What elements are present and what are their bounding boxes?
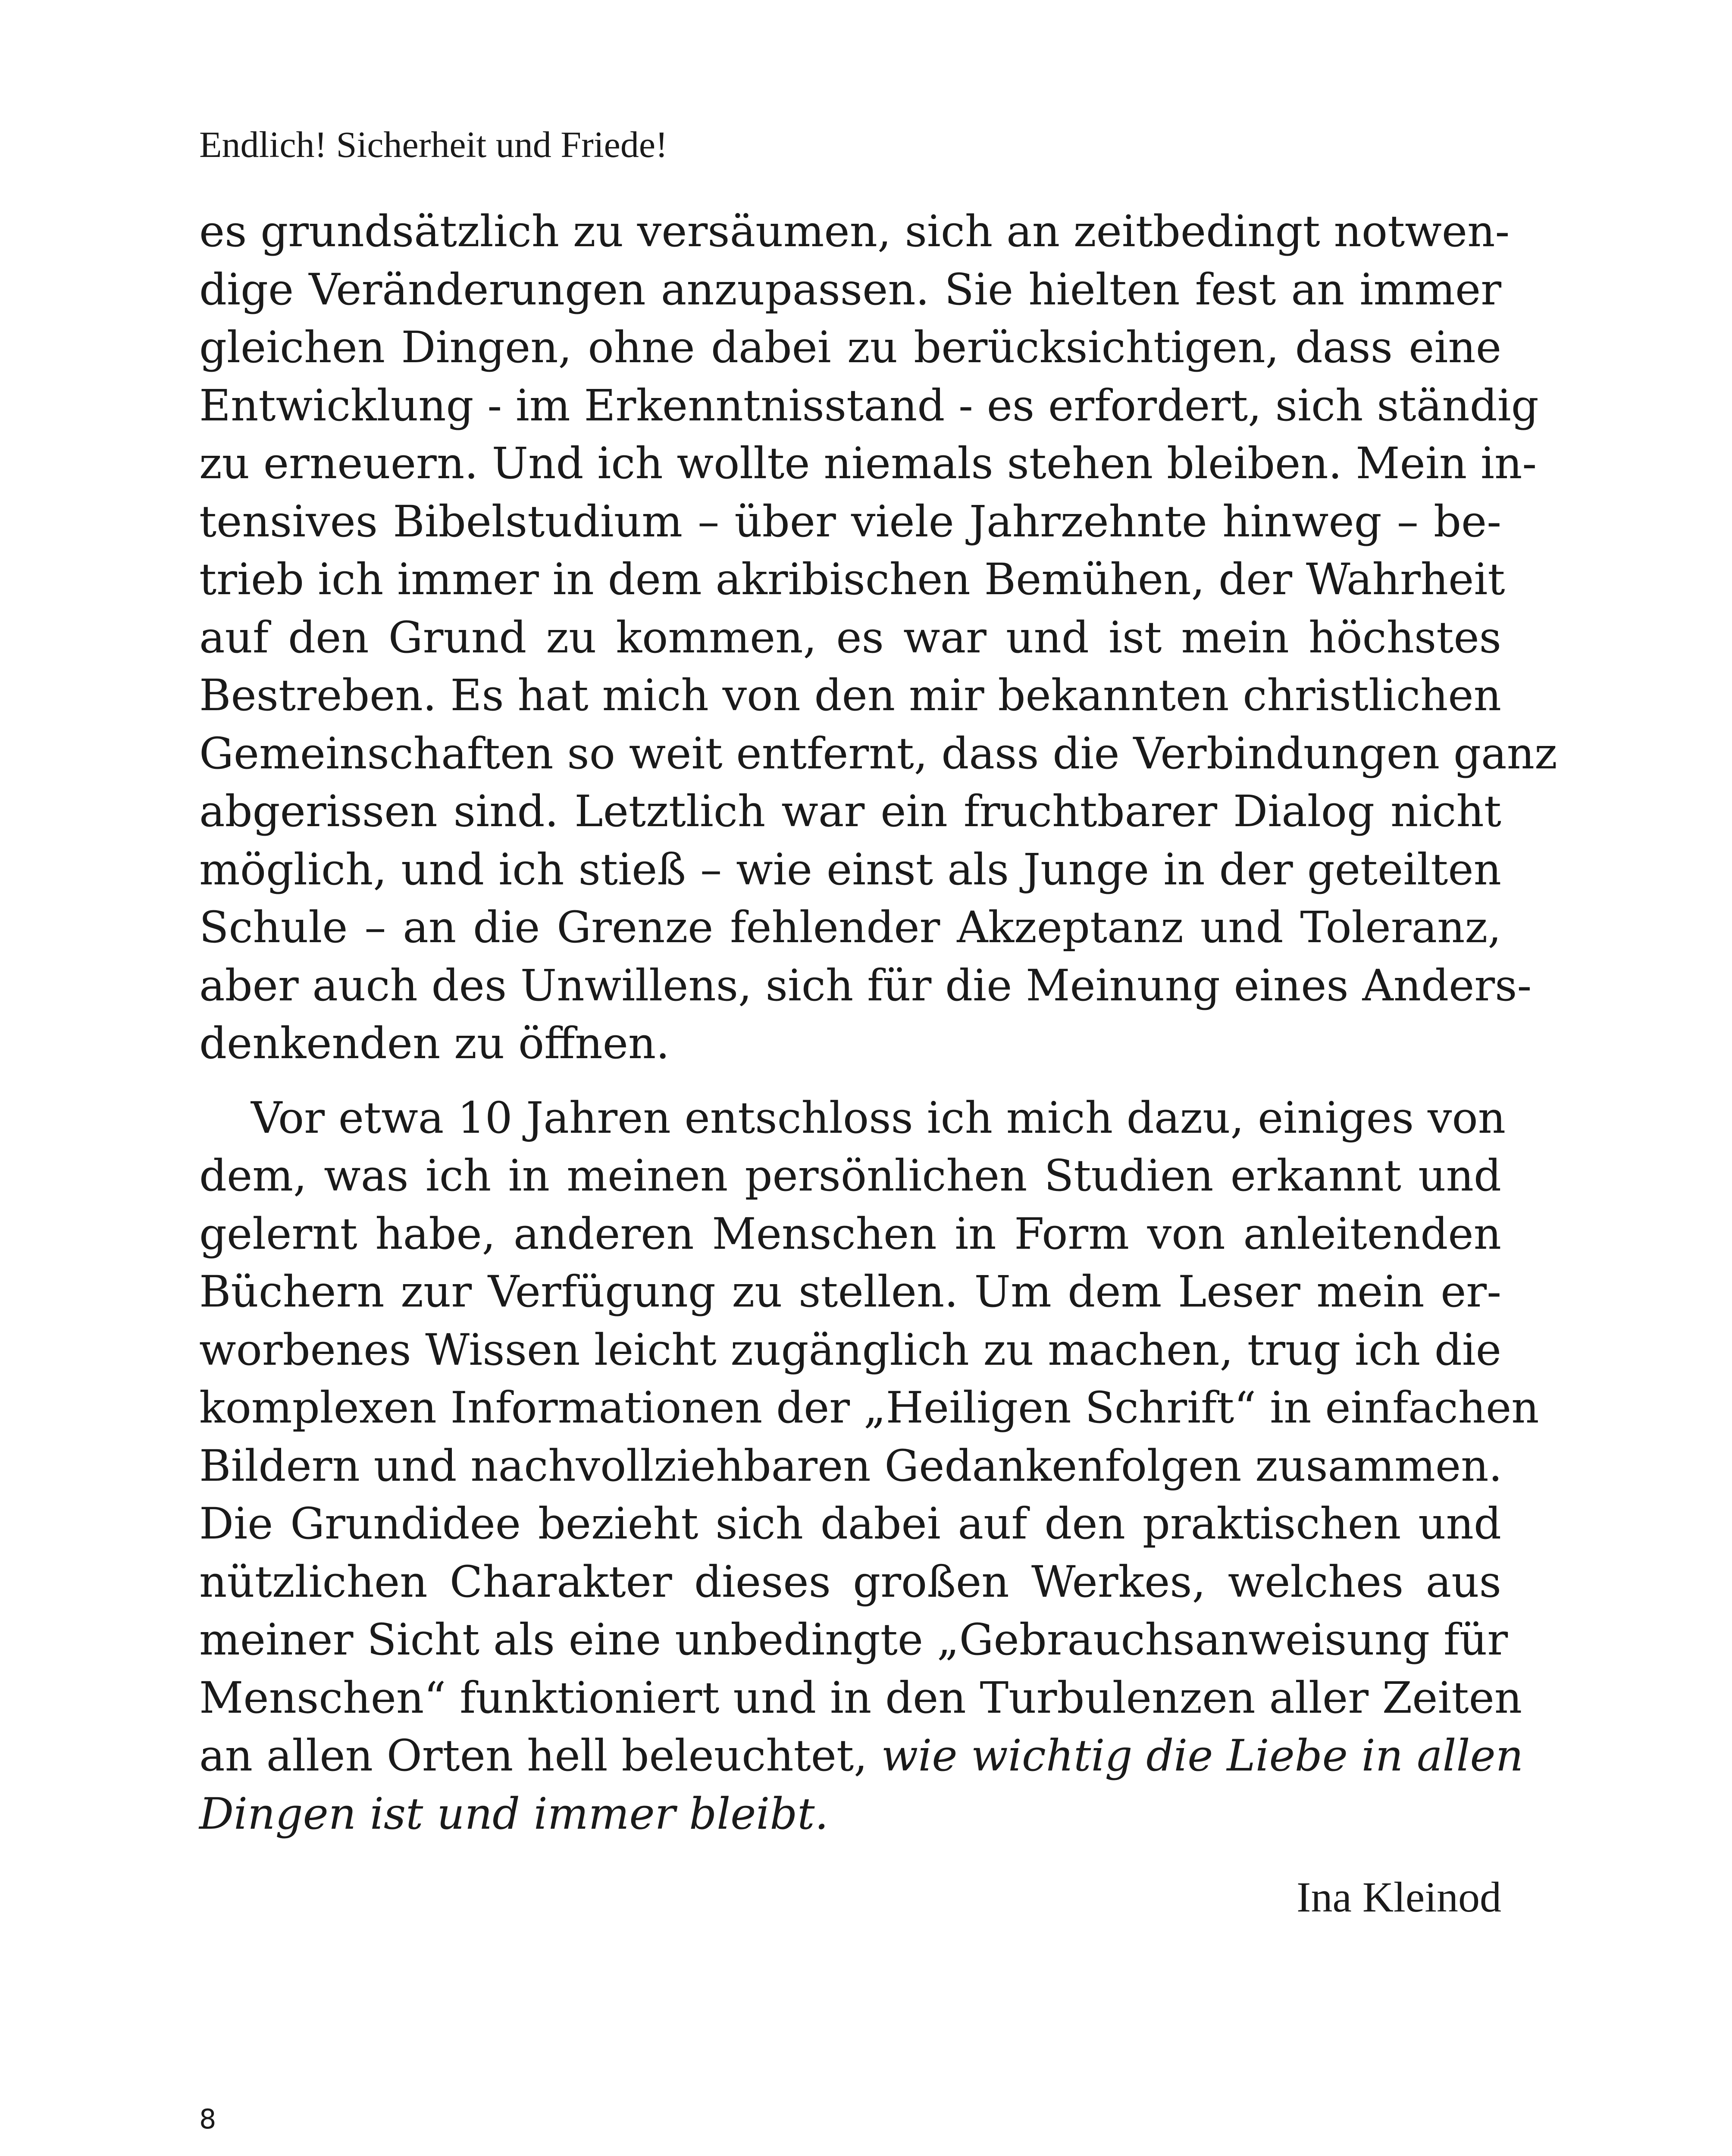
body-text <box>199 203 1557 1843</box>
text-line: es grundsätzlich zu versäumen, sich an zeitbedingt notwen- <box>199 206 1510 257</box>
text-line: meiner Sicht als eine unbedingte „Gebrauchsanweisung für <box>199 1614 1508 1665</box>
text-line: Menschen“ funktioniert und in den Turbulenzen aller Zeiten <box>199 1672 1522 1723</box>
text-line: Vor etwa 10 Jahren entschloss ich mich dazu, einiges von <box>251 1092 1506 1143</box>
text-line: tensives Bibelstudium – über viele Jahrzehnte hinweg – be- <box>199 496 1501 547</box>
text-line: zu erneuern. Und ich wollte niemals stehen bleiben. Mein in- <box>199 438 1537 489</box>
page-number: 8 <box>199 2103 216 2135</box>
text-line: auf den Grund zu kommen, es war und ist mein höchstes <box>199 612 1501 663</box>
text-line: dem, was ich in meinen persönlichen Studien erkannt und <box>199 1150 1501 1201</box>
text-line: gleichen Dingen, ohne dabei zu berücksichtigen, dass eine <box>199 322 1501 373</box>
text-line: Schule – an die Grenze fehlender Akzeptanz und Toleranz, <box>199 902 1501 953</box>
text-plain: an allen Orten hell beleuchtet, <box>199 1730 881 1781</box>
text-line: komplexen Informationen der „Heiligen Schrift“ in einfachen <box>199 1382 1539 1433</box>
text-line: worbenes Wissen leicht zugänglich zu machen, trug ich die <box>199 1324 1501 1375</box>
text-line: nützlichen Charakter dieses großen Werkes, welches aus <box>199 1556 1501 1607</box>
text-line: trieb ich immer in dem akribischen Bemühen, der Wahrheit <box>199 554 1505 605</box>
text-line: Büchern zur Verfügung zu stellen. Um dem Leser mein er- <box>199 1266 1501 1317</box>
text-line: aber auch des Unwillens, sich für die Meinung eines Anders- <box>199 960 1532 1011</box>
running-header: Endlich! Sicherheit und Friede! <box>199 124 668 165</box>
text-line: Gemeinschaften so weit entfernt, dass die Verbindungen ganz <box>199 728 1557 779</box>
text-line: Bildern und nachvollziehbaren Gedankenfolgen zusammen. <box>199 1440 1503 1491</box>
paragraph-2 <box>199 1089 1539 1843</box>
text-line: Bestreben. Es hat mich von den mir bekannten christlichen <box>199 670 1501 721</box>
text-line: abgerissen sind. Letztlich war ein fruchtbarer Dialog nicht <box>199 786 1501 837</box>
text-italic: wie wichtig die Liebe in allen <box>881 1730 1524 1781</box>
text-line: möglich, und ich stieß – wie einst als Junge in der geteilten <box>199 844 1501 895</box>
text-line: Entwicklung - im Erkenntnisstand - es erfordert, sich ständig <box>199 380 1539 431</box>
paragraph-1 <box>199 203 1557 1073</box>
text-line: dige Veränderungen anzupassen. Sie hielten fest an immer <box>199 264 1501 315</box>
text-line: gelernt habe, anderen Menschen in Form von anleitenden <box>199 1208 1501 1259</box>
text-line <box>199 1727 1524 1785</box>
text-line: Die Grundidee bezieht sich dabei auf den praktischen und <box>199 1498 1501 1549</box>
author-signature: Ina Kleinod <box>1297 1873 1501 1921</box>
text-line: denkenden zu öffnen. <box>199 1018 670 1069</box>
text-line: Dingen ist und immer bleibt. <box>199 1788 829 1839</box>
